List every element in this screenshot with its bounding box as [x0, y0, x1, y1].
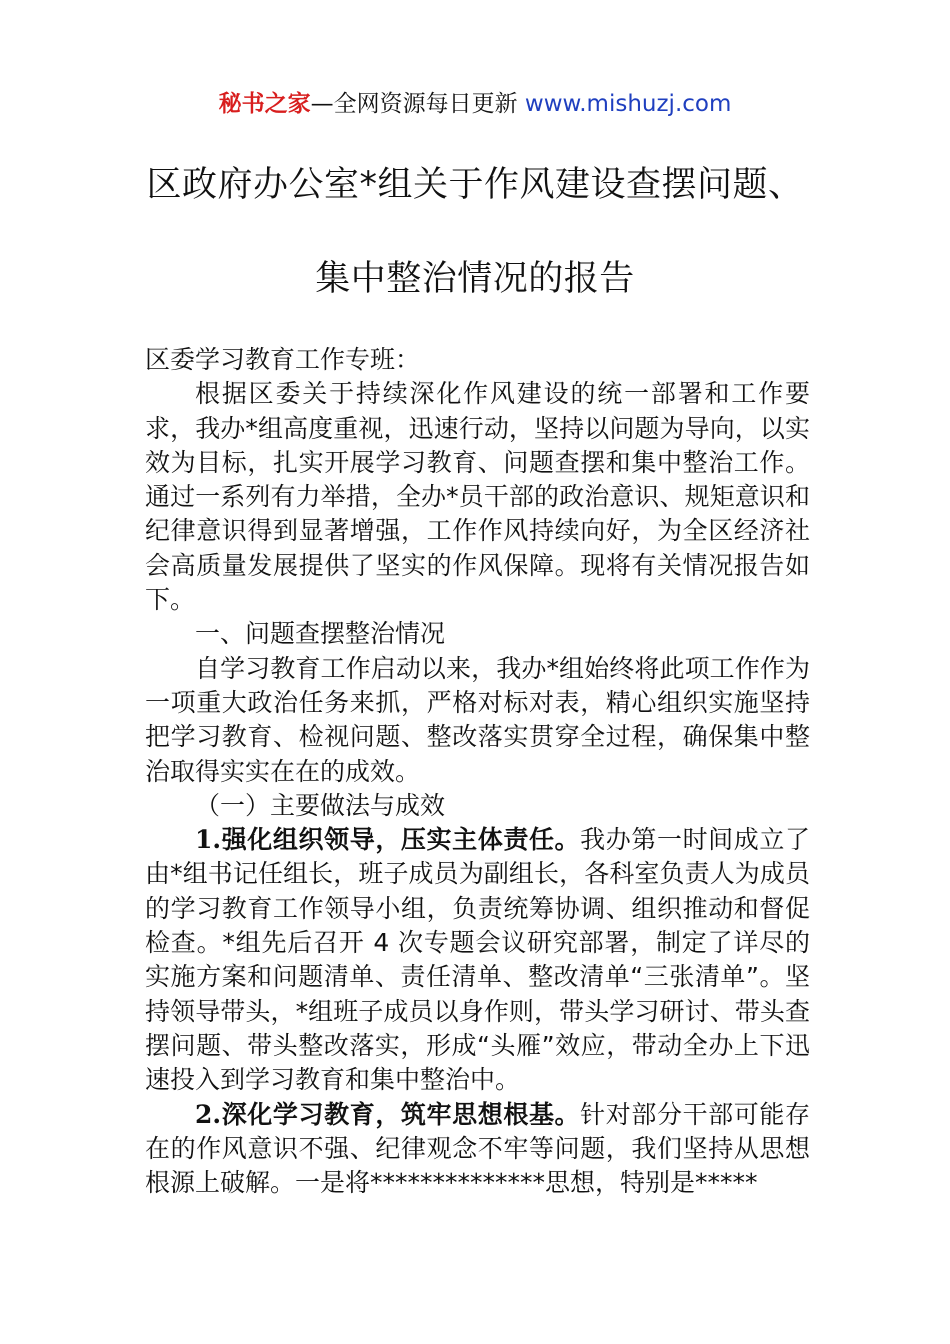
- section-heading-1: 一、问题查摆整治情况: [195, 619, 446, 649]
- paragraph-intro: 根据区委关于持续深化作风建设的统一部署和工作要求，我办*组高度重视，迅速行动，坚持以问题为导向，以实效为目标，扎实开展学习教育、问题查摆和集中整治工作。通过一系列有力举措，全办*员干部的政治意识、规矩意识和纪律意识得到显著增强，工作作风持续向好，为全区经济社会高质量发展提供了坚实的作风保障。现将有关情况报告如下。: [145, 379, 810, 615]
- header-tagline: 全网资源每日更新: [333, 91, 518, 117]
- item-2-text: 针对部分干部可能存在的作风意识不强、纪律观念不牢等问题，我们坚持从思想根源上破解。一是将**************思想，特别是*****: [145, 1099, 810, 1198]
- subsection-heading-1: （一）主要做法与成效: [195, 790, 446, 820]
- item-1-heading: 1.强化组织领导，压实主体责任。: [195, 825, 581, 855]
- paragraph-section1: 自学习教育工作启动以来，我办*组始终将此项工作作为一项重大政治任务来抓，严格对标对表，精心组织实施坚持把学习教育、检视问题、整改落实贯穿全过程，确保集中整治取得实实在在的成效。: [145, 653, 810, 786]
- site-url-link[interactable]: www.mishuzj.com: [524, 91, 732, 117]
- item-2-heading: 2.深化学习教育，筑牢思想根基。: [195, 1099, 581, 1129]
- salutation: 区委学习教育工作专班：: [145, 345, 421, 374]
- document-title-line1: 区政府办公室*组关于作风建设查摆问题、: [146, 165, 804, 205]
- brand-name: 秘书之家: [218, 91, 311, 117]
- item-1-text: 我办第一时间成立了由*组书记任组长，班子成员为副组长，各科室负责人为成员的学习教育工作领导小组，负责统筹协调、组织推动和督促检查。*组先后召开 4 次专题会议研究部署，制定了详尽的实施方案和问题清单、责任清单、整改清单“三张清单”。坚持领导带头，*组班子成员以身作则，带头学习研讨、带头查摆问题、带头整改落实，形成“头雁”效应，带动全办上下迅速投入到学习教育和集中整治中。: [145, 825, 810, 1095]
- document-body: [145, 343, 810, 1200]
- item-2: [145, 1098, 810, 1201]
- site-header: [0, 88, 950, 120]
- document-title-line2: 集中整治情况的报告: [315, 259, 635, 299]
- item-1: [145, 823, 810, 1097]
- header-dash: —: [310, 91, 334, 117]
